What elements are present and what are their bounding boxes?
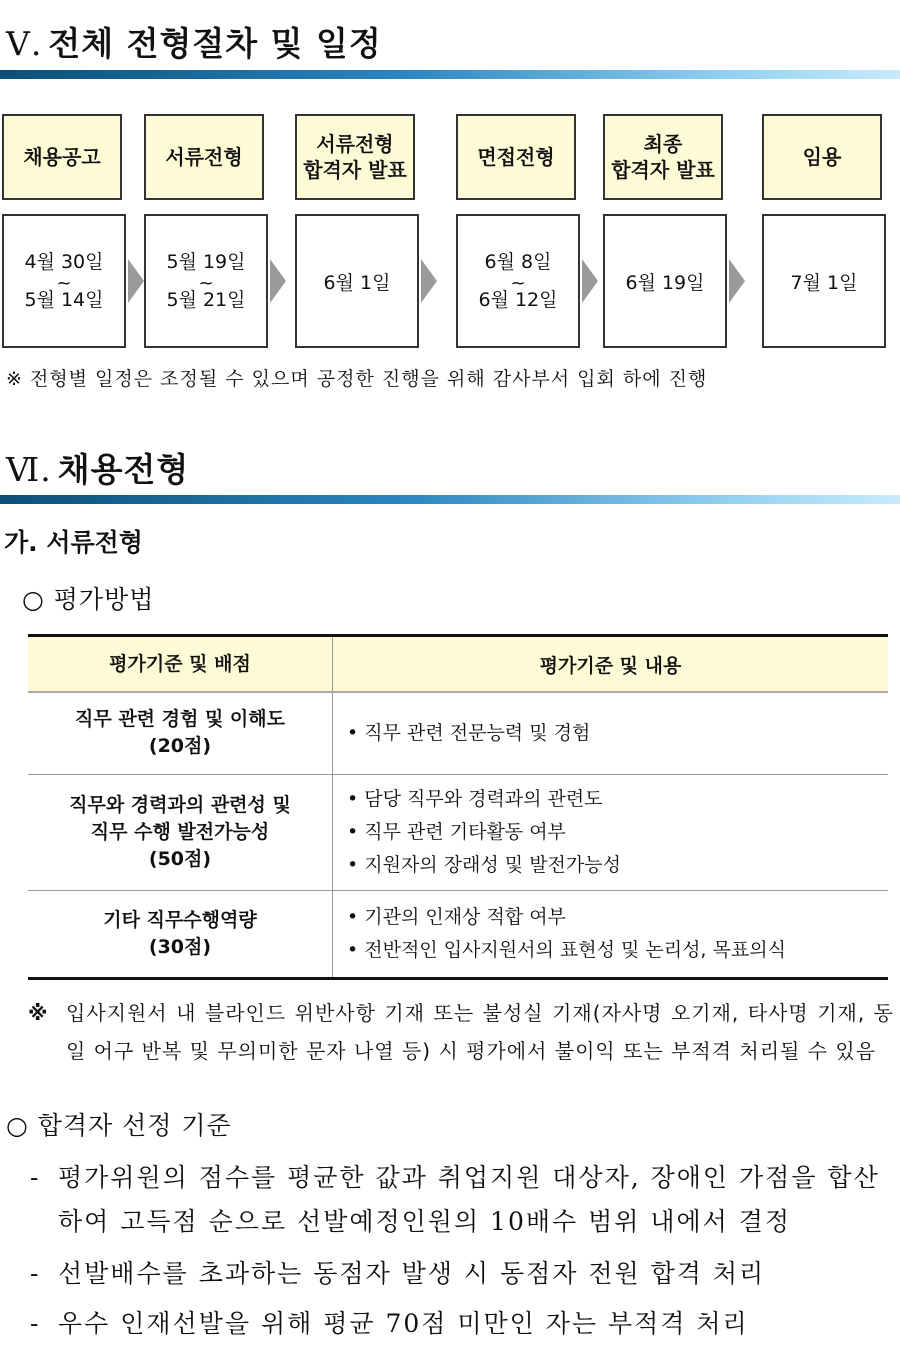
table-row bbox=[28, 774, 888, 890]
selection-item bbox=[30, 1252, 894, 1296]
stage-box: 서류전형 합격자 발표 bbox=[295, 114, 415, 200]
section-6-number: Ⅵ. bbox=[6, 450, 52, 489]
content-item: • 지원자의 장래성 및 발전가능성 bbox=[347, 849, 887, 882]
dash-marker: - bbox=[30, 1259, 41, 1288]
content-item: • 직무 관련 기타활동 여부 bbox=[347, 816, 887, 849]
content-item: • 직무 관련 전문능력 및 경험 bbox=[347, 717, 887, 750]
range-tilde: ~ bbox=[198, 273, 214, 294]
section-5-heading: 전체 전형절차 및 일정 bbox=[48, 24, 382, 63]
stage-date-box bbox=[456, 214, 580, 348]
blind-violation-notice bbox=[28, 994, 894, 1070]
stage-date-box bbox=[762, 214, 886, 348]
range-tilde: ~ bbox=[510, 273, 526, 294]
stage-start-date: 6월 8일 bbox=[484, 251, 552, 273]
criterion-cell: 기타 직무수행역량 (30점) bbox=[28, 890, 333, 978]
selection-item bbox=[30, 1302, 894, 1346]
stage-start-date: 5월 19일 bbox=[166, 251, 246, 273]
stage-date-box bbox=[295, 214, 419, 348]
content-cell bbox=[333, 890, 889, 978]
table-header-criteria: 평가기준 및 배점 bbox=[28, 636, 333, 693]
selection-item bbox=[30, 1156, 894, 1244]
stage-box: 최종 합격자 발표 bbox=[603, 114, 723, 200]
stage-end-date: 5월 14일 bbox=[24, 289, 104, 311]
evaluation-table bbox=[28, 634, 888, 980]
selection-criteria-heading: ○ 합격자 선정 기준 bbox=[6, 1111, 232, 1140]
stage-date-box bbox=[2, 214, 126, 348]
flow-arrow-icon bbox=[582, 259, 598, 303]
section-5-divider bbox=[0, 70, 900, 79]
selection-item-text: 우수 인재선발을 위해 평균 70점 미만인 자는 부적격 처리 bbox=[58, 1309, 749, 1338]
dash-marker: - bbox=[30, 1163, 41, 1192]
stage-box: 서류전형 bbox=[144, 114, 264, 200]
dash-marker: - bbox=[30, 1309, 41, 1338]
section-6-heading: 채용전형 bbox=[57, 450, 190, 489]
content-cell bbox=[333, 774, 889, 890]
stage-date: 6월 1일 bbox=[323, 271, 391, 294]
selection-item-text: 평가위원의 점수를 평균한 값과 취업지원 대상자, 장애인 가점을 합산하여 고득점 순으로 선발예정인원의 10배수 범위 내에서 결정 bbox=[58, 1163, 880, 1236]
stage-start-date: 4월 30일 bbox=[24, 251, 104, 273]
notice-mark: ※ bbox=[28, 1001, 49, 1025]
flow-arrow-icon bbox=[421, 259, 437, 303]
flow-arrow-icon bbox=[128, 259, 144, 303]
evaluation-method-heading: ○ 평가방법 bbox=[22, 585, 155, 614]
stage-box: 채용공고 bbox=[2, 114, 122, 200]
stage-box: 면접전형 bbox=[456, 114, 576, 200]
stage-date-box bbox=[603, 214, 727, 348]
table-header-content: 평가기준 및 내용 bbox=[333, 636, 889, 693]
section-6-title bbox=[6, 444, 189, 491]
flow-arrow-icon bbox=[729, 259, 745, 303]
section-5-number: Ⅴ. bbox=[6, 24, 43, 63]
content-item: • 전반적인 입사지원서의 표현성 및 논리성, 목표의식 bbox=[347, 934, 887, 967]
stage-end-date: 6월 12일 bbox=[478, 289, 558, 311]
flow-arrow-icon bbox=[270, 259, 286, 303]
table-row bbox=[28, 692, 888, 774]
notice-text: 입사지원서 내 블라인드 위반사항 기재 또는 불성실 기재(자사명 오기재, 타사명 기재, 동일 어구 반복 및 무의미한 문자 나열 등) 시 평가에서 불이익 또는 부적격 처리될 수 있음 bbox=[66, 1001, 894, 1063]
schedule-note: ※ 전형별 일정은 조정될 수 있으며 공정한 진행을 위해 감사부서 입회 하에 진행 bbox=[6, 368, 708, 390]
section-6-divider bbox=[0, 495, 900, 504]
selection-item-text: 선발배수를 초과하는 동점자 발생 시 동점자 전원 합격 처리 bbox=[58, 1259, 766, 1288]
content-item: • 담당 직무와 경력과의 관련도 bbox=[347, 783, 887, 816]
stage-date-box bbox=[144, 214, 268, 348]
content-cell bbox=[333, 692, 889, 774]
stage-box: 임용 bbox=[762, 114, 882, 200]
stage-end-date: 5월 21일 bbox=[166, 289, 246, 311]
table-row bbox=[28, 890, 888, 978]
range-tilde: ~ bbox=[56, 273, 72, 294]
content-item: • 기관의 인재상 적합 여부 bbox=[347, 901, 887, 934]
stage-date: 6월 19일 bbox=[625, 271, 705, 294]
criterion-cell: 직무 관련 경험 및 이해도 (20점) bbox=[28, 692, 333, 774]
section-5-title bbox=[6, 18, 382, 65]
criterion-cell: 직무와 경력과의 관련성 및 직무 수행 발전가능성 (50점) bbox=[28, 774, 333, 890]
stage-date: 7월 1일 bbox=[790, 271, 858, 294]
subsection-heading: 가. 서류전형 bbox=[4, 528, 143, 557]
